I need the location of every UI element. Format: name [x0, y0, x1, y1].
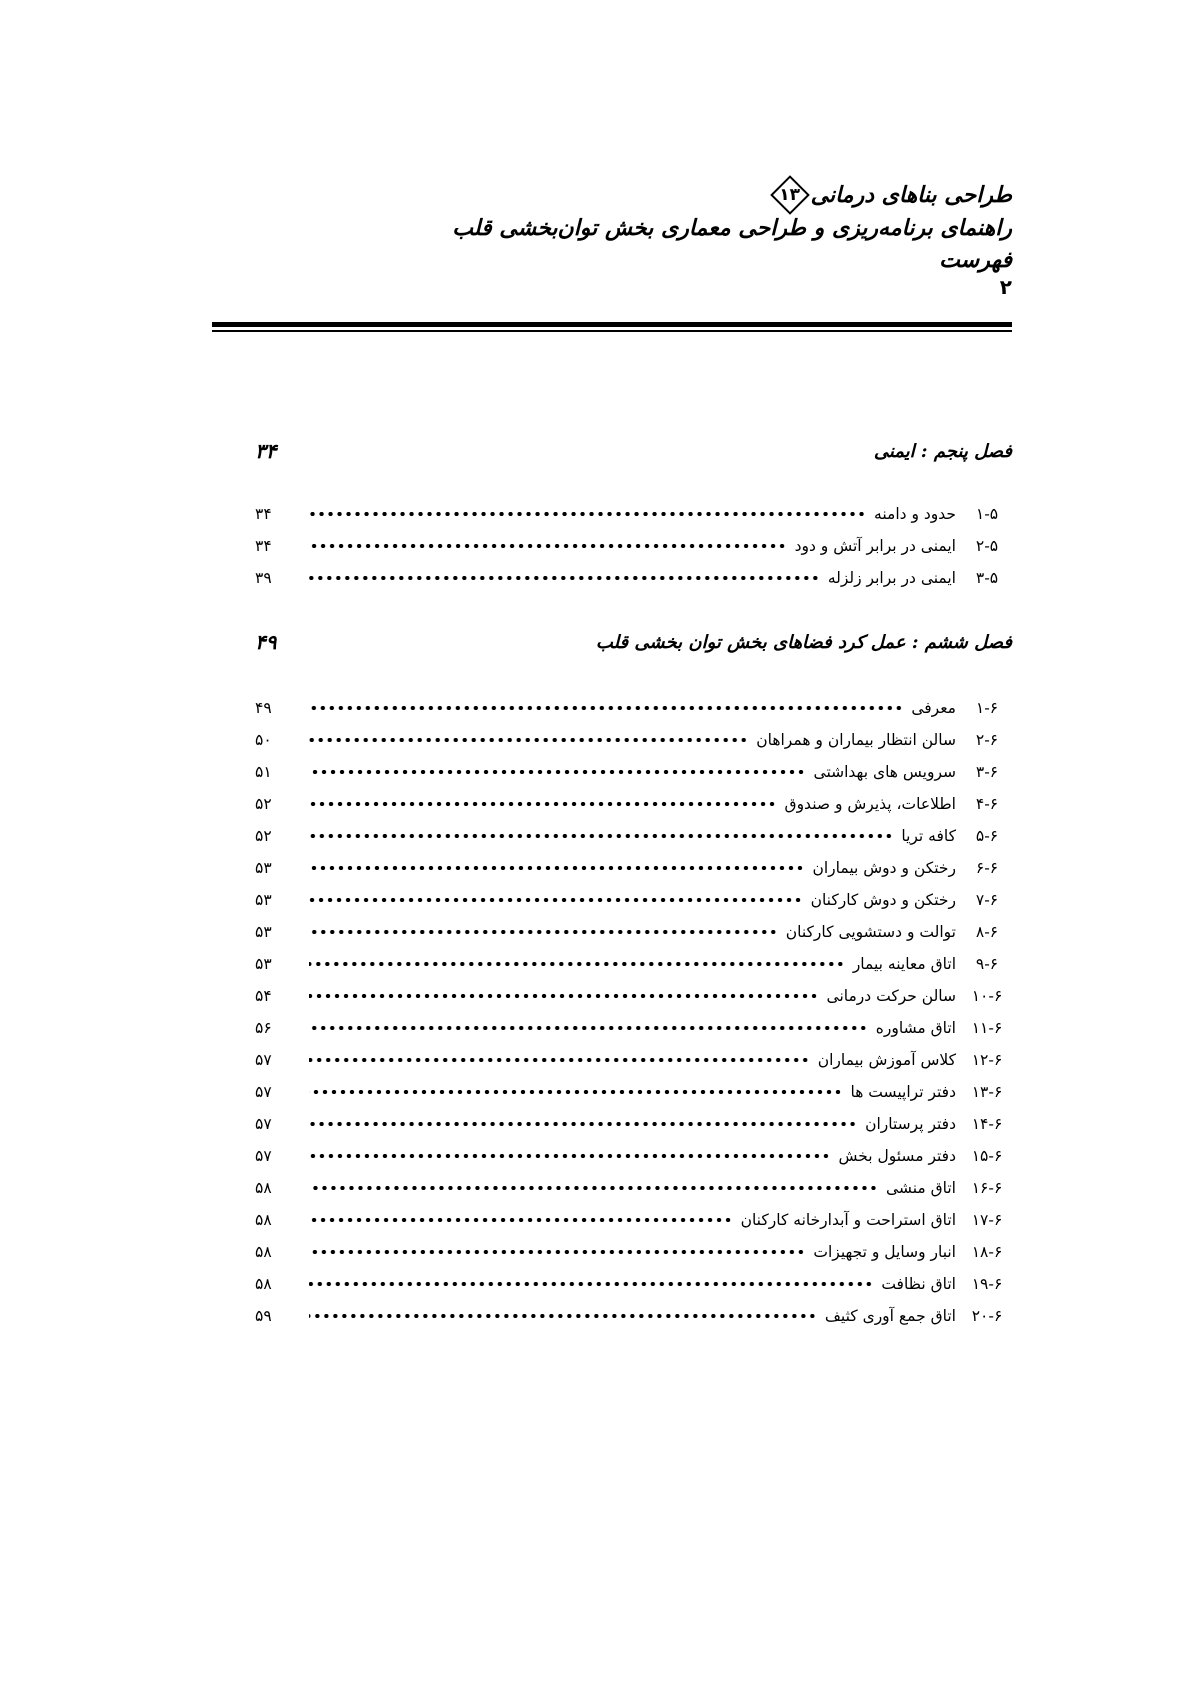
dot-leader: [309, 898, 803, 902]
dot-leader: [309, 802, 777, 806]
page-number: ۲: [999, 275, 1012, 299]
entry-page: ۵۸: [255, 1275, 272, 1293]
entry-title: اتاق جمع آوری کثیف: [824, 1307, 956, 1325]
toc-entry: [255, 1172, 1012, 1204]
dot-leader: [309, 576, 820, 580]
page-header: [212, 178, 1012, 300]
toc-entry: [255, 1204, 1012, 1236]
entry-title: دفتر پرستاران: [865, 1115, 956, 1133]
entry-number: ۱۱-۶: [971, 1019, 1003, 1037]
entry-title: توالت و دستشویی کارکنان: [785, 923, 956, 941]
entry-number: ۲۰-۶: [971, 1307, 1003, 1325]
entry-title: اتاق منشی: [885, 1179, 956, 1197]
entry-title: ایمنی در برابر آتش و دود: [794, 537, 956, 555]
chapter-title: فصل پنجم : ایمنی: [873, 440, 1012, 462]
entry-title: سالن انتظار بیماران و همراهان: [756, 731, 956, 749]
toc-entry: [255, 1012, 1012, 1044]
entry-title: رختکن و دوش بیماران: [812, 859, 956, 877]
chapter-page: ۴۹: [255, 630, 277, 654]
section-title: فهرست: [939, 247, 1012, 273]
entry-number: ۳-۵: [975, 569, 999, 587]
toc-entry: [255, 820, 1012, 852]
entry-number: ۱۵-۶: [971, 1147, 1003, 1165]
dot-leader: [309, 770, 806, 774]
entry-number: ۱۴-۶: [971, 1115, 1003, 1133]
entry-page: ۴۹: [255, 699, 272, 717]
dot-leader: [309, 866, 804, 870]
entry-page: ۵۰: [255, 731, 272, 749]
entry-number: ۲-۶: [975, 731, 999, 749]
entry-number: ۱۲-۶: [971, 1051, 1003, 1069]
toc-entry: [255, 788, 1012, 820]
toc-entry: [255, 916, 1012, 948]
entry-number: ۱۶-۶: [971, 1179, 1003, 1197]
entry-page: ۵۳: [255, 923, 272, 941]
series-line: [212, 178, 1012, 212]
toc-entry: [255, 562, 1012, 594]
entry-number: ۱-۶: [975, 699, 999, 717]
dot-leader: [309, 834, 893, 838]
series-number-diamond-icon: [773, 178, 807, 212]
entry-title: دفتر مسئول بخش: [838, 1147, 956, 1165]
entry-page: ۳۴: [255, 505, 272, 523]
entry-title: اتاق نظافت: [881, 1275, 956, 1293]
chapter-title: فصل ششم : عمل کرد فضاهای بخش توان بخشی قلب: [595, 631, 1012, 653]
entry-number: ۱۳-۶: [971, 1083, 1003, 1101]
toc-entry: [255, 1236, 1012, 1268]
entry-number: ۳-۶: [975, 763, 999, 781]
chapter-heading: [255, 625, 1012, 659]
entry-title: اتاق مشاوره: [875, 1019, 956, 1037]
dot-leader: [309, 1090, 842, 1094]
dot-leader: [309, 930, 778, 934]
dot-leader: [309, 1122, 857, 1126]
dot-leader: [309, 1314, 817, 1318]
entry-page: ۵۳: [255, 859, 272, 877]
entry-page: ۵۲: [255, 795, 272, 813]
dot-leader: [309, 1250, 805, 1254]
toc-entry: [255, 884, 1012, 916]
entry-page: ۵۸: [255, 1243, 272, 1261]
toc-entry: [255, 724, 1012, 756]
entry-title: اتاق معاینه بیمار: [852, 955, 956, 973]
dot-leader: [309, 962, 845, 966]
entry-page: ۵۳: [255, 891, 272, 909]
entry-page: ۵۷: [255, 1051, 272, 1069]
toc-entry: [255, 1044, 1012, 1076]
entry-title: ایمنی در برابر زلزله: [827, 569, 956, 587]
entry-number: ۴-۶: [975, 795, 999, 813]
entry-page: ۵۷: [255, 1147, 272, 1165]
dot-leader: [309, 1186, 878, 1190]
toc-entry: [255, 530, 1012, 562]
entry-page: ۵۳: [255, 955, 272, 973]
entry-number: ۱۸-۶: [971, 1243, 1003, 1261]
toc-entry: [255, 1108, 1012, 1140]
entry-page: ۵۷: [255, 1083, 272, 1101]
entry-page: ۵۲: [255, 827, 272, 845]
dot-leader: [309, 512, 866, 516]
series-title: طراحی بناهای درمانی: [810, 182, 1012, 208]
entry-number: ۶-۶: [975, 859, 999, 877]
toc-entry: [255, 1300, 1012, 1332]
entry-page: ۵۷: [255, 1115, 272, 1133]
entry-title: کافه تریا: [901, 827, 956, 845]
entry-number: ۹-۶: [975, 955, 999, 973]
entry-number: ۱-۵: [975, 505, 999, 523]
toc-entry: [255, 1268, 1012, 1300]
dot-leader: [309, 1058, 810, 1062]
entry-title: اتاق استراحت و آبدارخانه کارکنان: [740, 1211, 956, 1229]
header-divider: [212, 322, 1012, 332]
entry-title: کلاس آموزش بیماران: [817, 1051, 956, 1069]
dot-leader: [309, 1282, 873, 1286]
entry-page: ۵۱: [255, 763, 272, 781]
entry-title: معرفی: [911, 699, 956, 717]
entry-number: ۵-۶: [975, 827, 999, 845]
toc-entry: [255, 692, 1012, 724]
entry-page: ۳۹: [255, 569, 272, 587]
chapter-page: ۳۴: [255, 439, 277, 463]
entry-number: ۱۹-۶: [971, 1275, 1003, 1293]
entry-title: سالن حرکت درمانی: [826, 987, 956, 1005]
toc-entry: [255, 948, 1012, 980]
entry-number: ۲-۵: [975, 537, 999, 555]
entry-title: اطلاعات، پذیرش و صندوق: [784, 795, 956, 813]
entry-title: حدود و دامنه: [874, 505, 956, 523]
dot-leader: [309, 1154, 830, 1158]
entry-page: ۵۸: [255, 1179, 272, 1197]
entry-title: دفتر تراپیست ها: [850, 1083, 956, 1101]
chapter-heading: [255, 434, 1012, 468]
toc-entry: [255, 756, 1012, 788]
entry-number: ۸-۶: [975, 923, 999, 941]
series-number: ۱۳: [779, 185, 801, 205]
dot-leader: [309, 994, 819, 998]
toc-entry: [255, 1140, 1012, 1172]
entry-page: ۵۴: [255, 987, 272, 1005]
dot-leader: [309, 738, 748, 742]
entry-number: ۱۷-۶: [971, 1211, 1003, 1229]
entry-number: ۱۰-۶: [971, 987, 1003, 1005]
entry-page: ۵۹: [255, 1307, 272, 1325]
entry-title: سرویس های بهداشتی: [813, 763, 956, 781]
entry-number: ۷-۶: [975, 891, 999, 909]
book-title: راهنمای برنامه‌ریزی و طراحی معماری بخش توان‌بخشی قلب: [452, 215, 1012, 241]
entry-page: ۳۴: [255, 537, 272, 555]
entry-page: ۵۶: [255, 1019, 272, 1037]
toc-entry: [255, 498, 1012, 530]
dot-leader: [309, 1026, 868, 1030]
toc-entry: [255, 1076, 1012, 1108]
entry-page: ۵۸: [255, 1211, 272, 1229]
dot-leader: [309, 544, 787, 548]
dot-leader: [309, 706, 903, 710]
toc-entry: [255, 852, 1012, 884]
dot-leader: [309, 1218, 733, 1222]
toc-entry: [255, 980, 1012, 1012]
entry-title: رختکن و دوش کارکنان: [810, 891, 956, 909]
entry-title: انبار وسایل و تجهیزات: [813, 1243, 956, 1261]
